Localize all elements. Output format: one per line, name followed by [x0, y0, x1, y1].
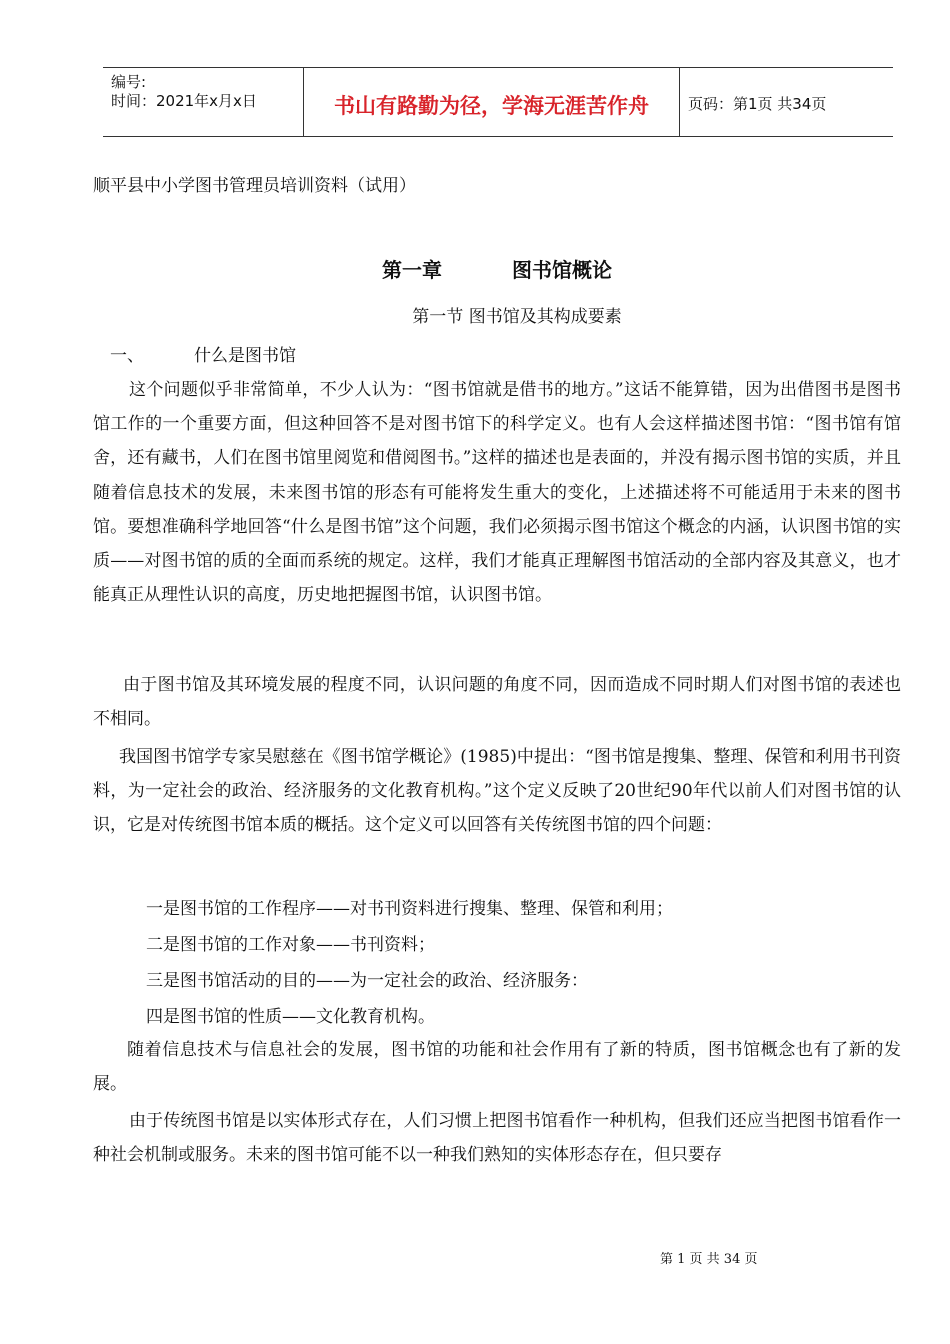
slogan: 书山有路勤为径，学海无涯苦作舟: [334, 94, 649, 118]
list-item: 三是图书馆活动的目的——为一定社会的政治、经济服务：: [146, 971, 588, 991]
paragraph: 这个问题似乎非常简单，不少人认为：“图书馆就是借书的地方。”这话不能算错，因为出借图书是图书馆工作的一个重要方面，但这种回答不是对图书馆下的科学定义。也有人会这样描述图书馆：“图书馆有馆舍，还有藏书，人们在图书馆里阅览和借阅图书。”这样的描述也是表面的，并没有揭示图书馆的实质，并且随着信息技术的发展，未来图书馆的形态有可能将发生重大的变化，上述描述将不可能适用于未来的图书馆。要想准确科学地回答“什么是图书馆”这个问题，我们必须揭示图书馆这个概念的内涵，认识图书馆的实质——对图书馆的质的全面而系统的规定。这样，我们才能真正理解图书馆活动的全部内容及其意义，也才能真正从理性认识的高度，历史地把握图书馆，认识图书馆。: [93, 380, 901, 606]
subsection-number: 一、: [110, 346, 144, 366]
paragraph: 由于传统图书馆是以实体形式存在，人们习惯上把图书馆看作一种机构，但我们还应当把图书馆看作一种社会机制或服务。未来的图书馆可能不以一种我们熟知的实体形态存在，但只要存: [93, 1111, 901, 1166]
subsection-title: 什么是图书馆: [194, 346, 296, 366]
header-slogan-cell: [303, 68, 680, 136]
page-header: [103, 67, 893, 137]
list-item: 二是图书馆的工作对象——书刊资料；: [146, 935, 435, 955]
paragraph: 我国图书馆学专家吴慰慈在《图书馆学概论》(1985)中提出：“图书馆是搜集、整理、保管和利用书刊资料，为一定社会的政治、经济服务的文化教育机构。”这个定义反映了20世纪90年代以前人们对图书馆的认识，它是对传统图书馆本质的概括。这个定义可以回答有关传统图书馆的四个问题：: [93, 747, 901, 836]
document-title: 顺平县中小学图书管理员培训资料（试用）: [93, 176, 416, 196]
page-footer: 第 1 页 共 34 页: [660, 1252, 758, 1267]
list-item: 一是图书馆的工作程序——对书刊资料进行搜集、整理、保管和利用；: [146, 899, 673, 919]
header-page-cell: [680, 68, 893, 136]
paragraph: 由于图书馆及其环境发展的程度不同，认识问题的角度不同，因而造成不同时期人们对图书馆的表述也不相同。: [93, 675, 901, 730]
header-meta-cell: [103, 68, 303, 136]
chapter-title: 图书馆概论: [512, 258, 612, 282]
page-code: 页码：第1页 共34页: [688, 95, 827, 113]
section-title: 第一节 图书馆及其构成要素: [412, 307, 622, 327]
section-heading: [0, 302, 950, 327]
chapter-number: 第一章: [382, 258, 442, 282]
paragraph: 随着信息技术与信息社会的发展，图书馆的功能和社会作用有了新的特质，图书馆概念也有了新的发展。: [93, 1040, 901, 1095]
time-label: 时间：2021年x月x日: [111, 92, 257, 110]
subsection-heading: [110, 341, 296, 366]
chapter-heading: [382, 254, 612, 283]
number-label: 编号:: [111, 73, 147, 91]
list-item: 四是图书馆的性质——文化教育机构。: [146, 1007, 435, 1027]
